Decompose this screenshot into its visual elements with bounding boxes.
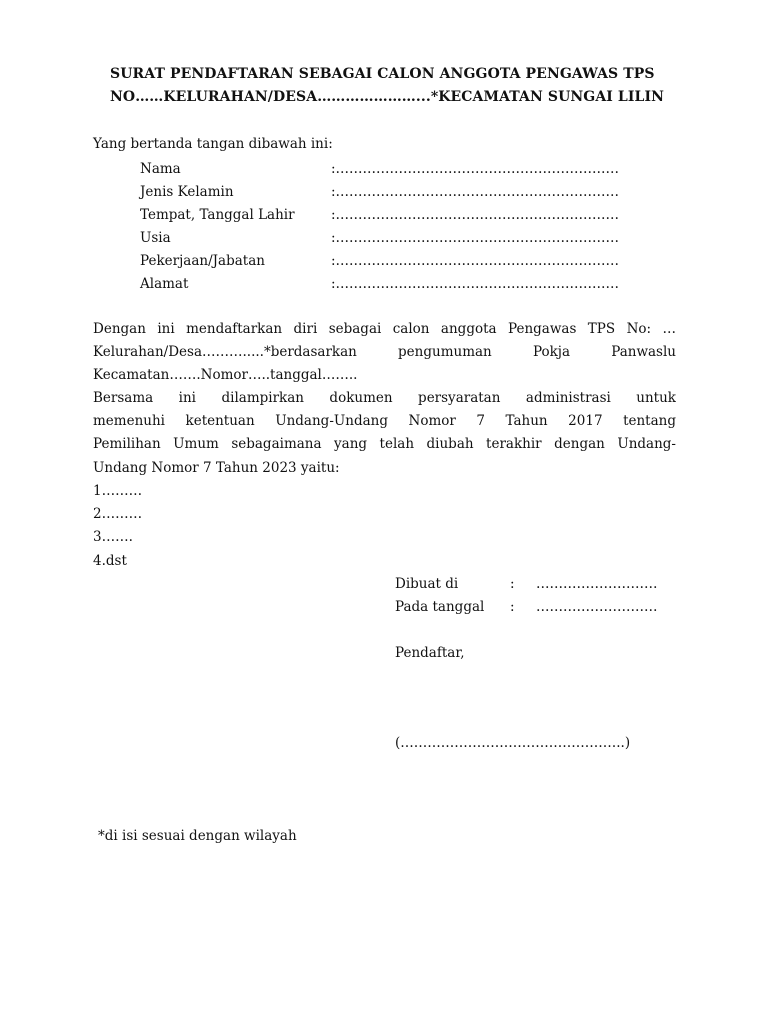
list-item: 2……… xyxy=(93,506,143,523)
field-value: :……………………………………………………… xyxy=(331,206,620,223)
signature-details xyxy=(395,572,658,618)
paragraph-line: memenuhi ketentuan Undang-Undang Nomor 7 Tahun 2017 tentang xyxy=(93,413,676,430)
attachment-paragraph xyxy=(93,387,676,480)
registration-paragraph xyxy=(93,318,676,388)
field-label: Jenis Kelamin xyxy=(140,183,234,200)
made-in-row xyxy=(395,572,658,595)
made-in-value: ……………………… xyxy=(536,575,658,592)
field-label: Alamat xyxy=(140,275,189,292)
paragraph-line: Bersama ini dilampirkan dokumen persyaratan administrasi untuk xyxy=(93,390,676,406)
field-value: :……………………………………………………… xyxy=(331,275,620,292)
intro-text: Yang bertanda tangan dibawah ini: xyxy=(93,136,333,152)
field-label: Tempat, Tanggal Lahir xyxy=(140,206,295,223)
identity-fields xyxy=(140,157,661,295)
date-label: Pada tanggal xyxy=(395,598,485,615)
field-jenis-kelamin xyxy=(140,180,661,203)
field-value: :……………………………………………………… xyxy=(331,183,620,200)
field-label: Usia xyxy=(140,229,171,246)
paragraph-line: Undang Nomor 7 Tahun 2023 yaitu: xyxy=(93,459,340,476)
signature-name-line: (…………………………………………..) xyxy=(395,735,631,751)
date-colon: : xyxy=(510,598,515,615)
field-value: :……………………………………………………… xyxy=(331,229,620,246)
field-label: Nama xyxy=(140,160,181,177)
list-item: 1……… xyxy=(93,483,143,499)
field-tempat-tanggal-lahir xyxy=(140,203,661,226)
field-usia xyxy=(140,226,661,249)
list-item: 4.dst xyxy=(93,552,127,569)
document-title: SURAT PENDAFTARAN SEBAGAI CALON ANGGOTA PENGAWAS TPS xyxy=(110,66,655,82)
list-item: 3……. xyxy=(93,529,133,546)
document-subtitle: NO……KELURAHAN/DESA…………………...*KECAMATAN SUNGAI LILIN xyxy=(110,89,665,105)
paragraph-line: Kecamatan…….Nomor…..tanggal…….. xyxy=(93,367,358,384)
field-alamat xyxy=(140,272,661,295)
paragraph-line: Kelurahan/Desa……….....*berdasarkan pengumuman Pokja Panwaslu xyxy=(93,344,676,361)
paragraph-line: Dengan ini mendaftarkan diri sebagai calon anggota Pengawas TPS No: … xyxy=(93,321,676,337)
field-nama xyxy=(140,157,661,180)
made-in-colon: : xyxy=(510,575,515,592)
date-value: ……………………… xyxy=(536,598,658,615)
field-pekerjaan xyxy=(140,249,661,272)
paragraph-line: Pemilihan Umum sebagaimana yang telah diubah terakhir dengan Undang- xyxy=(93,436,676,453)
registrant-label: Pendaftar, xyxy=(395,645,465,661)
field-value: :……………………………………………………… xyxy=(331,252,620,269)
footnote: *di isi sesuai dengan wilayah xyxy=(98,828,297,844)
field-value: :……………………………………………………… xyxy=(331,160,620,177)
field-label: Pekerjaan/Jabatan xyxy=(140,252,265,269)
attachment-list xyxy=(93,480,142,573)
made-in-label: Dibuat di xyxy=(395,575,459,592)
date-row xyxy=(395,595,658,618)
